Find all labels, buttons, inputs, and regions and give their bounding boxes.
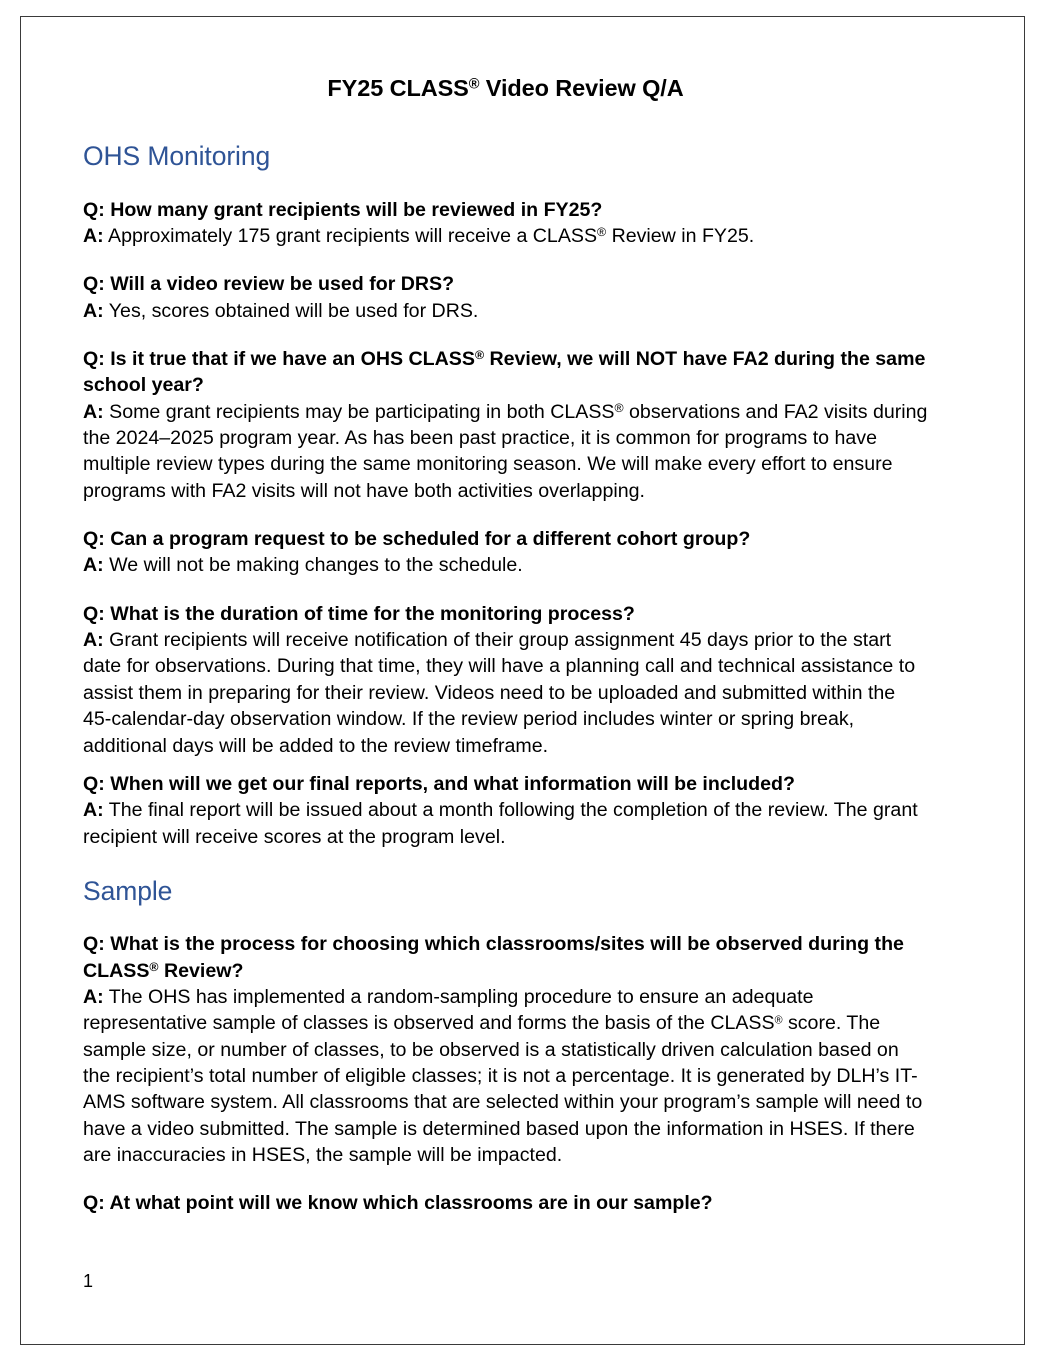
answer-line	[83, 298, 928, 324]
answer-label: A:	[83, 299, 104, 322]
question-text: At what point will we know which classrooms are in our sample?	[104, 1192, 713, 1215]
question-label: Q:	[83, 602, 105, 625]
question-label: Q:	[83, 772, 105, 795]
answer-text-part-1: Yes, scores obtained will be used for DRS.	[103, 299, 479, 322]
spacer	[83, 172, 928, 197]
answer-line	[83, 627, 928, 759]
section-heading-ohs-monitoring: OHS Monitoring	[83, 141, 271, 172]
question-text: When will we get our final reports, and what information will be included?	[104, 772, 795, 795]
page-title-prefix: FY25 CLASS	[327, 75, 469, 101]
question-label: Q:	[83, 1192, 105, 1215]
qa-item	[83, 526, 928, 579]
question-text: How many grant recipients will be reviewed in FY25?	[104, 198, 603, 221]
answer-line	[83, 797, 928, 850]
registered-mark-icon: ®	[614, 400, 624, 415]
question-label: Q:	[83, 348, 105, 371]
answer-line	[83, 399, 928, 504]
question-line	[83, 197, 928, 223]
answer-line	[83, 223, 928, 249]
section-ohs-monitoring	[83, 141, 928, 850]
section-sample	[83, 876, 928, 1217]
question-line	[83, 771, 928, 797]
question-line	[83, 526, 928, 552]
qa-item	[83, 271, 928, 324]
question-line	[83, 271, 928, 297]
answer-text-part-2: score. The sample size, or number of classes, to be observed is a statistically driven calculation based on the recipient’s total number of eligible classes; it is not a percentage. It is generated by DLH’s IT-AMS software system. All classrooms that are selected within your program’s sample will need to have a video submitted. The sample is determined based upon the information in HSES. If there are inaccuracies in HSES, the sample will be impacted.	[83, 1012, 923, 1167]
answer-label: A:	[83, 554, 104, 577]
answer-text-part-1: Approximately 175 grant recipients will receive a CLASS	[103, 225, 598, 247]
question-label: Q:	[83, 273, 105, 296]
question-text-part-2: Review, we will NOT have FA2 during the same school year?	[83, 348, 926, 397]
answer-label: A:	[83, 629, 104, 652]
question-label: Q:	[83, 528, 105, 551]
answer-label: A:	[83, 799, 104, 822]
qa-item	[83, 771, 928, 850]
answer-label: A:	[83, 225, 104, 247]
registered-mark-icon: ®	[597, 225, 607, 240]
registered-mark-icon: ®	[149, 959, 159, 974]
question-line	[83, 601, 928, 627]
question-text-part-2: Review?	[158, 959, 244, 982]
page-number: 1	[83, 1271, 94, 1291]
answer-label: A:	[83, 986, 104, 1009]
question-line	[83, 346, 928, 399]
answer-text-part-2: Review in FY25.	[606, 225, 755, 247]
answer-text-part-1: The final report will be issued about a month following the completion of the review. The grant recipient will receive scores at the program level.	[83, 799, 918, 848]
question-label: Q:	[83, 198, 105, 221]
answer-text-part-1: We will not be making changes to the schedule.	[103, 554, 523, 577]
answer-text-part-1: Grant recipients will receive notification of their group assignment 45 days prior to the start date for observations. During that time, they will have a planning call and technical assistance to assist them in preparing for their review. Videos need to be uploaded and submitted within the 45-calendar-day observation window. If the review period includes winter or spring break, additional days will be added to the review timeframe.	[83, 629, 916, 757]
spacer	[83, 906, 928, 931]
answer-text-part-1: Some grant recipients may be participating in both CLASS	[103, 400, 615, 423]
question-line	[83, 1190, 928, 1216]
question-text-part-1: What is the process for choosing which classrooms/sites will be observed during the CLASS	[83, 933, 904, 982]
question-text: Will a video review be used for DRS?	[104, 273, 455, 296]
registered-mark-icon: ®	[774, 1014, 783, 1027]
question-text: Can a program request to be scheduled for a different cohort group?	[104, 528, 751, 551]
registered-mark-icon: ®	[468, 76, 480, 93]
question-text-part-1: Is it true that if we have an OHS CLASS	[104, 348, 475, 371]
qa-item	[83, 197, 928, 250]
question-text: What is the duration of time for the monitoring process?	[104, 602, 635, 625]
answer-text-part-2: observations and FA2 visits during the 2024–2025 program year. As has been past practice, it is common for programs to have multiple review types during the same monitoring season. We will make every effort to ensure programs with FA2 visits will not have both activities overlapping.	[83, 400, 928, 502]
document-body	[83, 74, 928, 1264]
answer-line	[83, 984, 928, 1168]
qa-item	[83, 601, 928, 759]
qa-item	[83, 346, 928, 504]
page-title-suffix: Video Review Q/A	[479, 75, 684, 101]
qa-item	[83, 1190, 928, 1216]
qa-item	[83, 931, 928, 1168]
answer-text-part-1: The OHS has implemented a random-sampling procedure to ensure an adequate representative sample of classes is observed and forms the basis of the CLASS	[83, 986, 814, 1035]
question-line	[83, 931, 928, 984]
page-title	[83, 74, 928, 102]
answer-line	[83, 552, 928, 578]
answer-label: A:	[83, 400, 104, 423]
question-label: Q:	[83, 933, 105, 956]
registered-mark-icon: ®	[474, 348, 485, 363]
section-heading-sample: Sample	[83, 875, 173, 906]
